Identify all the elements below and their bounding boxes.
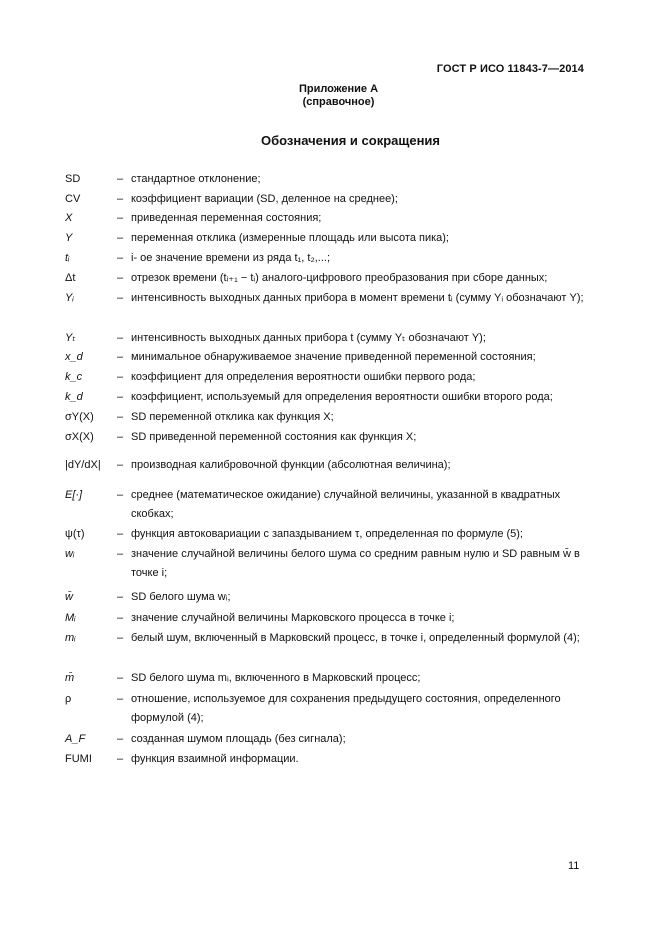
definition: коэффициент, используемый для определения вероятности ошибки второго рода; — [131, 391, 553, 403]
dash: – — [116, 371, 124, 383]
symbol: x_d — [65, 351, 83, 363]
definition: производная калибровочной функции (абсолютная величина); — [131, 459, 451, 471]
dash: – — [116, 351, 124, 363]
dash: – — [116, 332, 124, 344]
symbol: A_F — [65, 733, 86, 745]
definition: SD белого шума wᵢ; — [131, 591, 231, 603]
dash: – — [116, 173, 124, 185]
symbol: k_c — [65, 371, 83, 383]
definition: SD белого шума mᵢ, включенного в Марковский процесс; — [131, 672, 421, 684]
dash: – — [116, 391, 124, 403]
symbol: mᵢ — [65, 632, 76, 644]
definition: значение случайной величины Марковского процесса в точке i; — [131, 612, 455, 624]
definition: значение случайной величины белого шума со средним равным нулю и SD равным w̄ в точке i; — [131, 548, 580, 579]
symbol: w̄ — [65, 591, 73, 603]
dash: – — [116, 252, 124, 264]
dash: – — [116, 292, 124, 304]
symbol: Δt — [65, 272, 76, 284]
symbol: m̄ — [65, 672, 75, 684]
symbol: SD — [65, 173, 81, 185]
dash: – — [116, 431, 124, 443]
definition: стандартное отклонение; — [131, 173, 261, 185]
symbol: σX(X) — [65, 431, 94, 443]
appendix-heading — [0, 83, 661, 109]
dash: – — [116, 272, 124, 284]
symbol: X — [65, 212, 73, 224]
definition: минимальное обнаруживаемое значение приведенной переменной состояния; — [131, 351, 536, 363]
dash: – — [116, 612, 124, 624]
symbol: CV — [65, 193, 81, 205]
symbol: ρ — [65, 693, 72, 705]
standard-designation: ГОСТ Р ИСО 11843-7—2014 — [436, 63, 584, 75]
dash: – — [116, 672, 124, 684]
dash: – — [116, 411, 124, 423]
definition: коэффициент для определения вероятности ошибки первого рода; — [131, 371, 476, 383]
symbol: Y — [65, 232, 73, 244]
dash: – — [116, 528, 124, 540]
definition: функция автоковариации с запаздыванием τ, определенная по формуле (5); — [131, 528, 523, 540]
dash: – — [116, 591, 124, 603]
symbol: Yₜ — [65, 332, 76, 344]
appendix-title: Приложение А — [298, 83, 379, 95]
symbol: E[·] — [65, 489, 83, 501]
definition: отношение, используемое для сохранения предыдущего состояния, определенного формулой (4); — [131, 693, 561, 724]
symbol: k_d — [65, 391, 83, 403]
definition: созданная шумом площадь (без сигнала); — [131, 733, 346, 745]
page-number: 11 — [568, 860, 580, 872]
symbol: |dY/dX| — [65, 459, 101, 471]
dash: – — [116, 548, 124, 560]
definition: белый шум, включенный в Марковский процесс, в точке i, определенный формулой (4); — [131, 632, 580, 644]
definition: i- ое значение времени из ряда t₁, t₂,...; — [131, 252, 330, 264]
dash: – — [116, 693, 124, 705]
dash: – — [116, 232, 124, 244]
definition: отрезок времени (tᵢ₊₁ − tᵢ) аналого-цифрового преобразования при сборе данных; — [131, 272, 548, 284]
definition: коэффициент вариации (SD, деленное на среднее); — [131, 193, 398, 205]
appendix-kind: (справочное) — [302, 96, 375, 108]
section-title: Обозначения и сокращения — [260, 133, 441, 148]
definition: SD приведенной переменной состояния как функция X; — [131, 431, 417, 443]
symbol: FUMI — [65, 753, 92, 765]
dash: – — [116, 753, 124, 765]
definition: SD переменной отклика как функция X; — [131, 411, 334, 423]
definition: приведенная переменная состояния; — [131, 212, 322, 224]
definition: интенсивность выходных данных прибора в момент времени tᵢ (сумму Yᵢ обозначают Y); — [131, 292, 584, 304]
dash: – — [116, 193, 124, 205]
symbol: Mᵢ — [65, 612, 76, 624]
symbol: σY(X) — [65, 411, 94, 423]
dash: – — [116, 212, 124, 224]
dash: – — [116, 459, 124, 471]
definition: интенсивность выходных данных прибора t (сумму Yₜ обозначают Y); — [131, 332, 486, 344]
definition: переменная отклика (измеренные площадь или высота пика); — [131, 232, 449, 244]
dash: – — [116, 733, 124, 745]
symbol: ψ(τ) — [65, 528, 85, 540]
definition: среднее (математическое ожидание) случайной величины, указанной в квадратных скобках; — [131, 489, 561, 520]
dash: – — [116, 489, 124, 501]
dash: – — [116, 632, 124, 644]
symbol: Yᵢ — [65, 292, 74, 304]
symbol: wᵢ — [65, 548, 75, 560]
symbol: tᵢ — [65, 252, 70, 264]
definition: функция взаимной информации. — [131, 753, 299, 765]
